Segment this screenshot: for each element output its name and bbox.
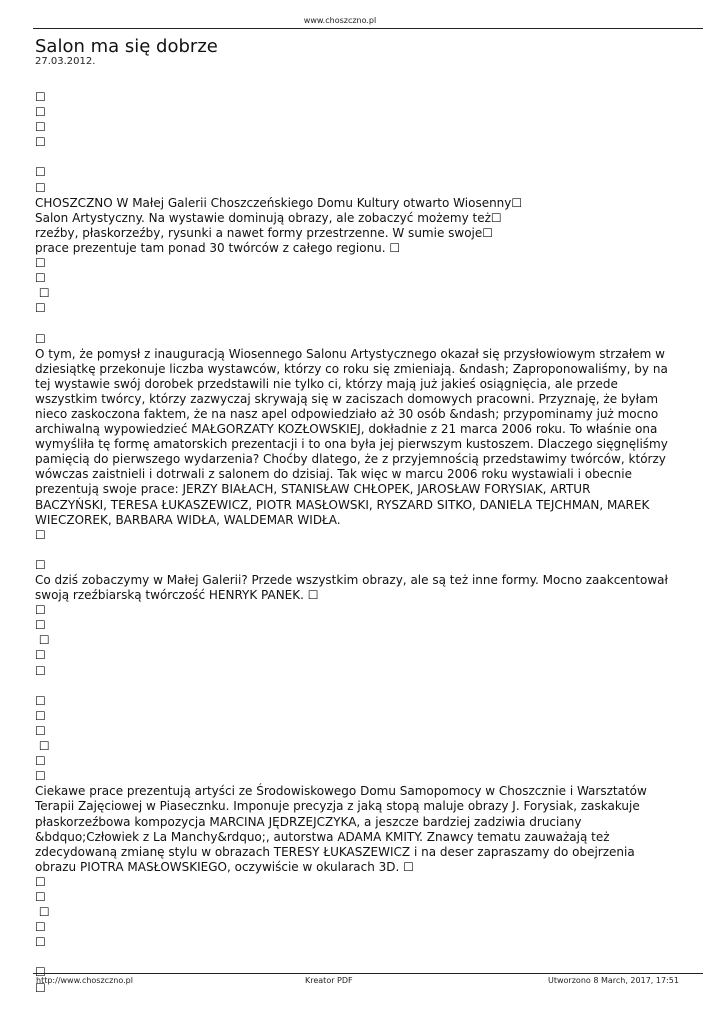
article-text-line: płaskorzeźbowa kompozycja MARCINA JĘDRZEJCZYKA, a jeszcze bardziej zadziwia druciany	[35, 814, 582, 829]
placeholder-box: ☐	[35, 165, 46, 180]
placeholder-box: ☐	[35, 331, 46, 346]
article-text-line: prace prezentuje tam ponad 30 twórców z całego regionu. ☐	[35, 240, 401, 255]
article-text-line: wymyśliła tę formę amatorskich prezentacji i to ona była jej pierwszym kustoszem. Dlaczego sięgnęliśmy	[35, 437, 668, 452]
article-text-line: wszystkim twórcy, którzy zazwyczaj skrywają się w zaciszach domowych pracowni. Przyznaję, że byłam	[35, 391, 659, 406]
footer-site-url: http://www.choszczno.pl	[36, 976, 133, 985]
article-text-line: O tym, że pomysł z inauguracją Wiosennego Salonu Artystycznego okazał się przysłowiowym strzałem w	[35, 346, 665, 361]
blank-line	[35, 679, 695, 694]
placeholder-box: ☐	[35, 965, 46, 980]
placeholder-box: ☐	[35, 120, 46, 135]
article-text-line: pamięcią do pierwszego wydarzenia? Choćby dlatego, że z przyjemnością przedstawimy twórców, którzy	[35, 452, 666, 467]
article-text-line: Salon Artystyczny. Na wystawie dominują obrazy, ale zobaczyć możemy też☐	[35, 210, 502, 225]
article-text-line: &bdquo;Człowiek z La Manchy&rdquo;, autorstwa ADAMA KMITY. Znawcy tematu zauważają też	[35, 829, 610, 844]
article-text-line: dziesiątkę przekonuje liczba wystawców, którzy co roku się zmieniają. &ndash; Zaproponowaliśmy, by na	[35, 361, 668, 376]
article-text-line: archiwalną wypowiedzieć MAŁGORZATY KOZŁOWSKIEJ, dokładnie z 21 marca 2006 roku. To właśnie ona	[35, 422, 658, 437]
placeholder-box: ☐	[35, 603, 46, 618]
footer-divider	[33, 973, 703, 974]
article-text-line: Co dziś zobaczymy w Małej Galerii? Przede wszystkim obrazy, ale są też inne formy. Mocno zaakcentował	[35, 573, 668, 587]
article-text-line: Ciekawe prace prezentują artyści ze Środowiskowego Domu Samopomocy w Choszcznie i Warsztatów	[35, 784, 647, 799]
placeholder-box: ☐	[35, 663, 46, 678]
placeholder-box: ☐	[35, 135, 46, 150]
article-text-line: tej wystawie swój dorobek przedstawili nie tylko ci, którzy mają już jakieś osiągnięcia, ale przede	[35, 376, 618, 391]
article-text-line: swoją rzeźbiarską twórczość HENRYK PANEK. ☐	[35, 588, 319, 603]
placeholder-box: ☐	[35, 286, 50, 301]
article-date: 27.03.2012.	[35, 56, 96, 67]
placeholder-box: ☐	[35, 90, 46, 104]
placeholder-box: ☐	[35, 301, 46, 316]
placeholder-box: ☐	[35, 905, 50, 920]
blank-line	[35, 543, 695, 558]
blank-line	[35, 316, 695, 331]
placeholder-box: ☐	[35, 723, 46, 738]
placeholder-box: ☐	[35, 739, 50, 754]
blank-line	[35, 950, 695, 965]
article-text-line: nieco zaskoczona faktem, że na nasz apel odpowiedziało aż 30 osób &ndash; przypominamy już mocno	[35, 406, 659, 421]
article-text-line: WIECZOREK, BARBARA WIDŁA, WALDEMAR WIDŁA.	[35, 512, 341, 527]
article-text-line: wówczas zaistnieli i dotrwali z salonem do dzisiaj. Tak więc w marcu 2006 roku wystawiali i obecnie	[35, 467, 632, 482]
article-title: Salon ma się dobrze	[35, 36, 218, 57]
footer-generator: Kreator PDF	[305, 976, 353, 985]
placeholder-box: ☐	[35, 874, 46, 889]
article-text-line: BACZYŃSKI, TERESA ŁUKASZEWICZ, PIOTR MASŁOWSKI, RYSZARD SITKO, DANIELA TEJCHMAN, MAREK	[35, 497, 650, 512]
placeholder-box: ☐	[35, 708, 46, 723]
placeholder-box: ☐	[35, 648, 46, 663]
article-text-line: zdecydowaną zmianę stylu w obrazach TERESY ŁUKASZEWICZ i na deser zapraszamy do obejrzenia	[35, 844, 635, 859]
placeholder-box: ☐	[35, 769, 46, 784]
placeholder-box: ☐	[35, 618, 46, 633]
placeholder-box: ☐	[35, 980, 46, 995]
article-text-line: prezentują swoje prace: JERZY BIAŁACH, STANISŁAW CHŁOPEK, JAROSŁAW FORYSIAK, ARTUR	[35, 482, 591, 497]
placeholder-box: ☐	[35, 180, 46, 195]
placeholder-box: ☐	[35, 633, 50, 648]
blank-line	[35, 150, 695, 165]
placeholder-box: ☐	[35, 920, 46, 935]
article-text-line: CHOSZCZNO W Małej Galerii Choszczeńskiego Domu Kultury otwarto Wiosenny☐	[35, 195, 523, 210]
placeholder-box: ☐	[35, 256, 46, 271]
placeholder-box: ☐	[35, 754, 46, 769]
placeholder-box: ☐	[35, 935, 46, 950]
footer-created-timestamp: Utworzono 8 March, 2017, 17:51	[548, 976, 679, 985]
placeholder-box: ☐	[35, 889, 46, 904]
placeholder-box: ☐	[35, 271, 46, 286]
article-body	[35, 90, 695, 996]
article-text-line: Terapii Zajęciowej w Piasecznku. Imponuje precyzja z jaką stopą maluje obrazy J. Forysiak, zaskakuje	[35, 799, 640, 814]
placeholder-box: ☐	[35, 527, 46, 542]
header-site-url: www.choszczno.pl	[303, 16, 377, 25]
article-text-line: rzeźby, płaskorzeźby, rysunki a nawet formy przestrzenne. W sumie swoje☐	[35, 225, 494, 240]
placeholder-box: ☐	[35, 557, 46, 572]
header-divider	[33, 28, 703, 29]
placeholder-box: ☐	[35, 693, 46, 708]
placeholder-box: ☐	[35, 105, 46, 120]
article-text-line: obrazu PIOTRA MASŁOWSKIEGO, oczywiście w okularach 3D. ☐	[35, 859, 414, 874]
